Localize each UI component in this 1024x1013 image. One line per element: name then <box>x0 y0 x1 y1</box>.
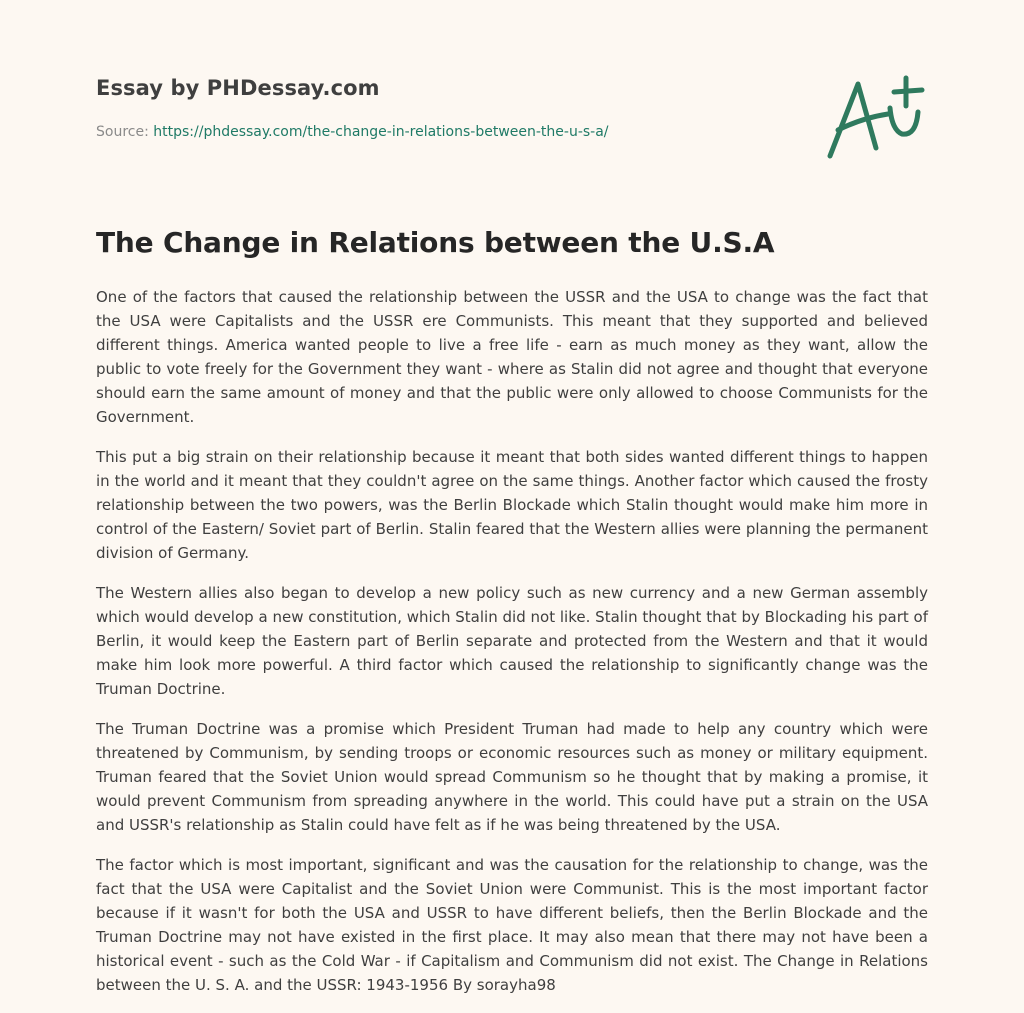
essay-paragraph: One of the factors that caused the relationship between the USSR and the USA to change was the fact that the USA were Capitalists and the USSR ere Communists. This meant that they supported and believed different things. America wanted people to live a free life - earn as much money as they want, allow the public to vote freely for the Government they want - where as Stalin did not agree and thought that everyone should earn the same amount of money and that the public were only allowed to choose Communists for the Government. <box>96 288 928 426</box>
source-label: Source: <box>96 124 149 140</box>
site-brand: Essay by PHDessay.com <box>96 76 380 100</box>
source-link[interactable]: https://phdessay.com/the-change-in-relations-between-the-u-s-a/ <box>153 124 609 140</box>
essay-body <box>96 285 928 1013</box>
essay-paragraph: This put a big strain on their relationship because it meant that both sides wanted different things to happen in the world and it meant that they couldn't agree on the same things. Another factor which caused the frosty relationship between the two powers, was the Berlin Blockade which Stalin thought would make him more in control of the Eastern/ Soviet part of Berlin. Stalin feared that the Western allies were planning the permanent division of Germany. <box>96 448 928 562</box>
essay-paragraph: The Western allies also began to develop a new policy such as new currency and a new German assembly which would develop a new constitution, which Stalin did not like. Stalin thought that by Blockading his part of Berlin, it would keep the Eastern part of Berlin separate and protected from the Western and that it would make him look more powerful. A third factor which caused the relationship to significantly change was the Truman Doctrine. <box>96 584 928 698</box>
page-header <box>96 76 928 186</box>
page-title: The Change in Relations between the U.S.A <box>96 226 775 259</box>
essay-paragraph: The factor which is most important, significant and was the causation for the relationship to change, was the fact that the USA were Capitalist and the Soviet Union were Communist. This is the most important factor because if it wasn't for both the USA and USSR to have different beliefs, then the Berlin Blockade and the Truman Doctrine may not have existed in the first place. It may also mean that there may not have been a historical event - such as the Cold War - if Capitalism and Communism did not exist. The Change in Relations between the U. S. A. and the USSR: 1943-1956 By sorayha98 <box>96 856 928 994</box>
essay-paragraph: The Truman Doctrine was a promise which President Truman had made to help any country which were threatened by Communism, by sending troops or economic resources such as money or military equipment. Truman feared that the Soviet Union would spread Communism so he thought that by making a promise, it would prevent Communism from spreading anywhere in the world. This could have put a strain on the USA and USSR's relationship as Stalin could have felt as if he was being threatened by the USA. <box>96 720 928 834</box>
a-plus-logo-icon <box>822 68 926 164</box>
source-line <box>96 124 609 140</box>
